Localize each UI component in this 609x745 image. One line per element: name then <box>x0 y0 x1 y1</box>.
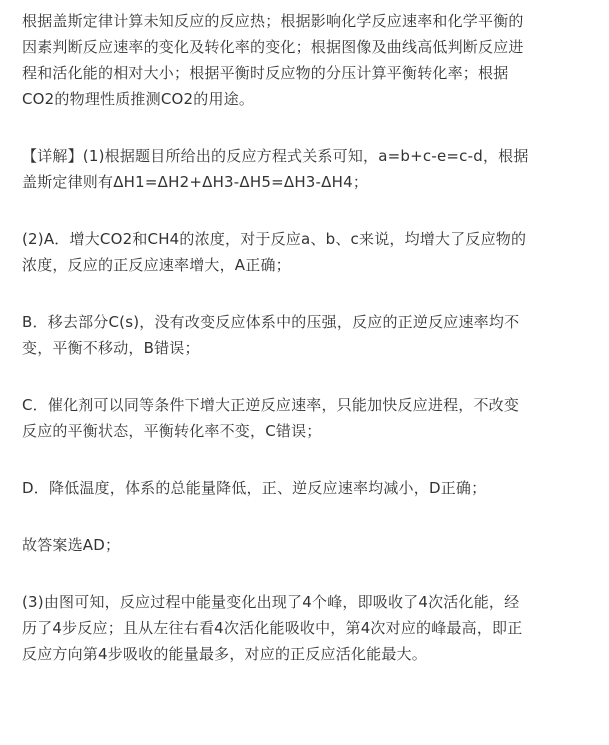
text-line: 历了4步反应；且从左往右看4次活化能吸收中，第4次对应的峰最高，即正 <box>22 619 523 637</box>
text-line: B．移去部分C(s)，没有改变反应体系中的压强，反应的正逆反应速率均不 <box>22 313 520 331</box>
text-line: 反应的平衡状态，平衡转化率不变，C错误； <box>22 422 322 440</box>
text-line: (2)A．增大CO2和CH4的浓度，对于反应a、b、c来说，均增大了反应物的 <box>22 230 527 248</box>
option-b-paragraph <box>22 309 591 361</box>
text-line: CO2的物理性质推测CO2的用途。 <box>22 90 255 108</box>
text-line: D．降低温度，体系的总能量降低，正、逆反应速率均减小，D正确； <box>22 479 487 497</box>
text-line: 【详解】(1)根据题目所给出的反应方程式关系可知，a=b+c-e=c-d，根据 <box>22 147 529 165</box>
text-line: 故答案选AD； <box>22 536 121 554</box>
analysis-summary-paragraph <box>22 8 591 112</box>
detail-part-1-paragraph <box>22 143 591 195</box>
text-line: 因素判断反应速率的变化及转化率的变化；根据图像及曲线高低判断反应进 <box>22 38 524 56</box>
option-c-paragraph <box>22 392 591 444</box>
answer-paragraph <box>22 532 591 558</box>
text-line: 程和活化能的相对大小；根据平衡时反应物的分压计算平衡转化率；根据 <box>22 64 509 82</box>
text-line: 根据盖斯定律计算未知反应的反应热；根据影响化学反应速率和化学平衡的 <box>22 12 524 30</box>
option-d-paragraph <box>22 475 591 501</box>
option-a-paragraph <box>22 226 591 278</box>
text-line: 盖斯定律则有ΔH1=ΔH2+ΔH3-ΔH5=ΔH3-ΔH4； <box>22 173 369 191</box>
text-line: 反应方向第4步吸收的能量最多，对应的正反应活化能最大。 <box>22 645 427 663</box>
detail-part-3-paragraph <box>22 589 591 667</box>
text-line: C．催化剂可以同等条件下增大正逆反应速率，只能加快反应进程，不改变 <box>22 396 520 414</box>
text-line: (3)由图可知，反应过程中能量变化出现了4个峰，即吸收了4次活化能，经 <box>22 593 520 611</box>
text-line: 浓度，反应的正反应速率增大，A正确； <box>22 256 291 274</box>
text-line: 变，平衡不移动，B错误； <box>22 339 200 357</box>
